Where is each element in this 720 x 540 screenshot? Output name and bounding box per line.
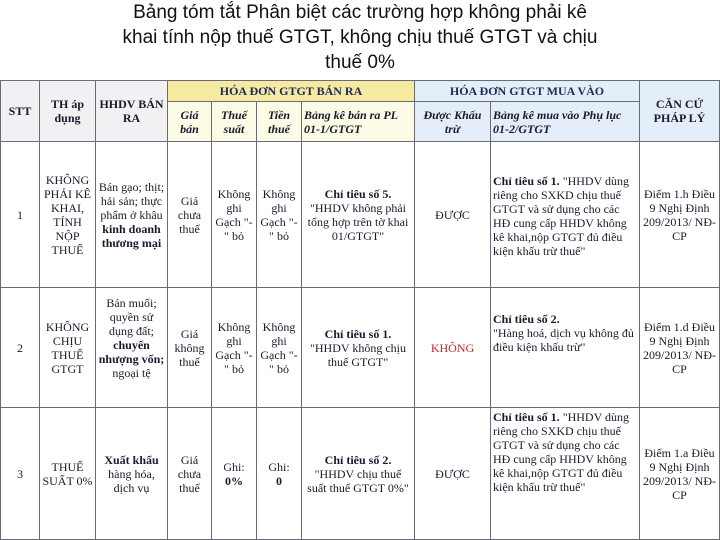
group-header-purchase: HÓA ĐƠN GTGT MUA VÀO: [415, 80, 640, 102]
row2-price: Giá không thuế: [168, 288, 212, 408]
header-invoice-type: HHDV BÁN RA: [96, 80, 168, 142]
row2-sales-list: [302, 288, 415, 408]
comparison-table: [0, 80, 720, 540]
title-line-3: thuế 0%: [325, 52, 395, 73]
row3-goods-highlight: Xuất khẩu: [104, 452, 159, 467]
header-legal-basis: CĂN CỨ PHÁP LÝ: [640, 80, 720, 142]
header-tax-amount: Tiền thuế: [257, 102, 302, 142]
row3-purchase-list-desc: "HHDV dùng riêng cho SXKD chịu thuế GTGT và sử dụng cho các HĐ cung cấp HHDV không kê khai,nộp GTGT đủ điều kiện khấu trừ thuế": [493, 410, 630, 494]
row2-case: KHÔNG CHỊU THUẾ GTGT: [40, 288, 96, 408]
row3-deductible: ĐƯỢC: [415, 408, 491, 540]
row1-invoice-type: [96, 142, 168, 288]
row2-legal-basis: Điểm 1.d Điều 9 Nghị Định 209/2013/ NĐ-CP: [640, 288, 720, 408]
row1-deductible: ĐƯỢC: [415, 142, 491, 288]
row1-stt: 1: [0, 142, 40, 288]
row2-goods-highlight: chuyển nhượng vốn;: [98, 338, 165, 366]
header-deductible: Được Khấu trừ: [415, 102, 491, 142]
row3-tax-amount-value: 0: [276, 473, 282, 488]
row2-goods-tail: ngoại tệ: [112, 366, 151, 380]
row1-sales-list: [302, 142, 415, 288]
row3-sales-list-code: Chỉ tiêu số 2.: [324, 452, 392, 467]
header-tax-rate: Thuế suất: [212, 102, 257, 142]
row3-purchase-list-code: Chỉ tiêu số 1.: [493, 410, 560, 424]
row1-purchase-list-desc: "HHDV dùng riêng cho SXKD chịu thuế GTGT và sử dụng cho các HĐ cung cấp HHDV không kê khai,nộp GTGT đủ điều kiện khấu trừ thuế": [493, 174, 630, 258]
row2-stt: 2: [0, 288, 40, 408]
row3-invoice-type: [96, 408, 168, 540]
header-price: Giá bán: [168, 102, 212, 142]
row1-sales-list-desc: "HHDV không phải tổng hợp trên tờ khai 01/GTGT": [307, 200, 409, 243]
row2-purchase-list-desc: "Hàng hoá, dịch vụ không đủ điều kiện khấu trừ": [493, 326, 634, 354]
row2-invoice-type: [96, 288, 168, 408]
row3-tax-rate-label: Ghi:: [223, 459, 245, 474]
title-line-2: khai tính nộp thuế GTGT, không chịu thuế GTGT và chịu: [122, 27, 598, 48]
row2-tax-amount: Không ghi Gạch "-" bỏ: [257, 288, 302, 408]
group-header-sales: HÓA ĐƠN GTGT BÁN RA: [168, 80, 415, 102]
row2-tax-rate: Không ghi Gạch "-" bỏ: [212, 288, 257, 408]
row3-price: Giá chưa thuế: [168, 408, 212, 540]
row1-legal-basis: Điểm 1.h Điều 9 Nghị Định 209/2013/ NĐ-CP: [640, 142, 720, 288]
row2-purchase-list-code: Chỉ tiêu số 2.: [493, 312, 560, 326]
row3-case: THUẾ SUẤT 0%: [40, 408, 96, 540]
row3-stt: 3: [0, 408, 40, 540]
row1-case: KHÔNG PHẢI KÊ KHAI, TÍNH NỘP THUẾ: [40, 142, 96, 288]
header-stt: STT: [0, 80, 40, 142]
row1-purchase-list: [491, 142, 640, 288]
row3-sales-list: [302, 408, 415, 540]
row3-tax-amount: [257, 408, 302, 540]
row3-tax-rate-value: 0%: [225, 473, 243, 488]
header-sales-list: Bảng kê bán ra PL 01-1/GTGT: [302, 102, 415, 142]
title-line-1: Bảng tóm tắt Phân biệt các trường hợp không phải kê: [133, 2, 587, 23]
row3-tax-rate: [212, 408, 257, 540]
row3-goods-main: hàng hóa, dịch vụ: [108, 466, 155, 495]
row1-tax-rate: Không ghi Gạch "-" bỏ: [212, 142, 257, 288]
row1-price: Giá chưa thuế: [168, 142, 212, 288]
row3-sales-list-desc: "HHDV chịu thuế suất thuế GTGT 0%": [307, 466, 409, 495]
row1-tax-amount: Không ghi Gạch "-" bỏ: [257, 142, 302, 288]
row2-goods-main: Bán muối; quyền sử dụng đất;: [106, 296, 157, 338]
row3-tax-amount-label: Ghi:: [268, 459, 290, 474]
row1-sales-list-code: Chỉ tiêu số 5.: [324, 186, 392, 201]
row2-deductible: KHÔNG: [415, 288, 491, 408]
row3-purchase-list: [491, 408, 640, 540]
row2-sales-list-code: Chỉ tiêu số 1.: [324, 326, 392, 341]
row3-legal-basis: Điểm 1.a Điều 9 Nghị Định 209/2013/ NĐ-CP: [640, 408, 720, 540]
row2-sales-list-desc: "HHDV không chịu thuế GTGT": [309, 340, 406, 369]
row1-goods-main: Bán gạo; thịt; hải sản; thực phẩm ở khâu: [98, 179, 165, 222]
header-purchase-list: Bảng kê mua vào Phụ lục 01-2/GTGT: [491, 102, 640, 142]
row1-purchase-list-code: Chỉ tiêu số 1.: [493, 174, 560, 188]
page-title: [0, 0, 720, 82]
row1-goods-highlight: kinh doanh thương mại: [101, 221, 162, 250]
row2-purchase-list: [491, 288, 640, 408]
header-case: TH áp dụng: [40, 80, 96, 142]
